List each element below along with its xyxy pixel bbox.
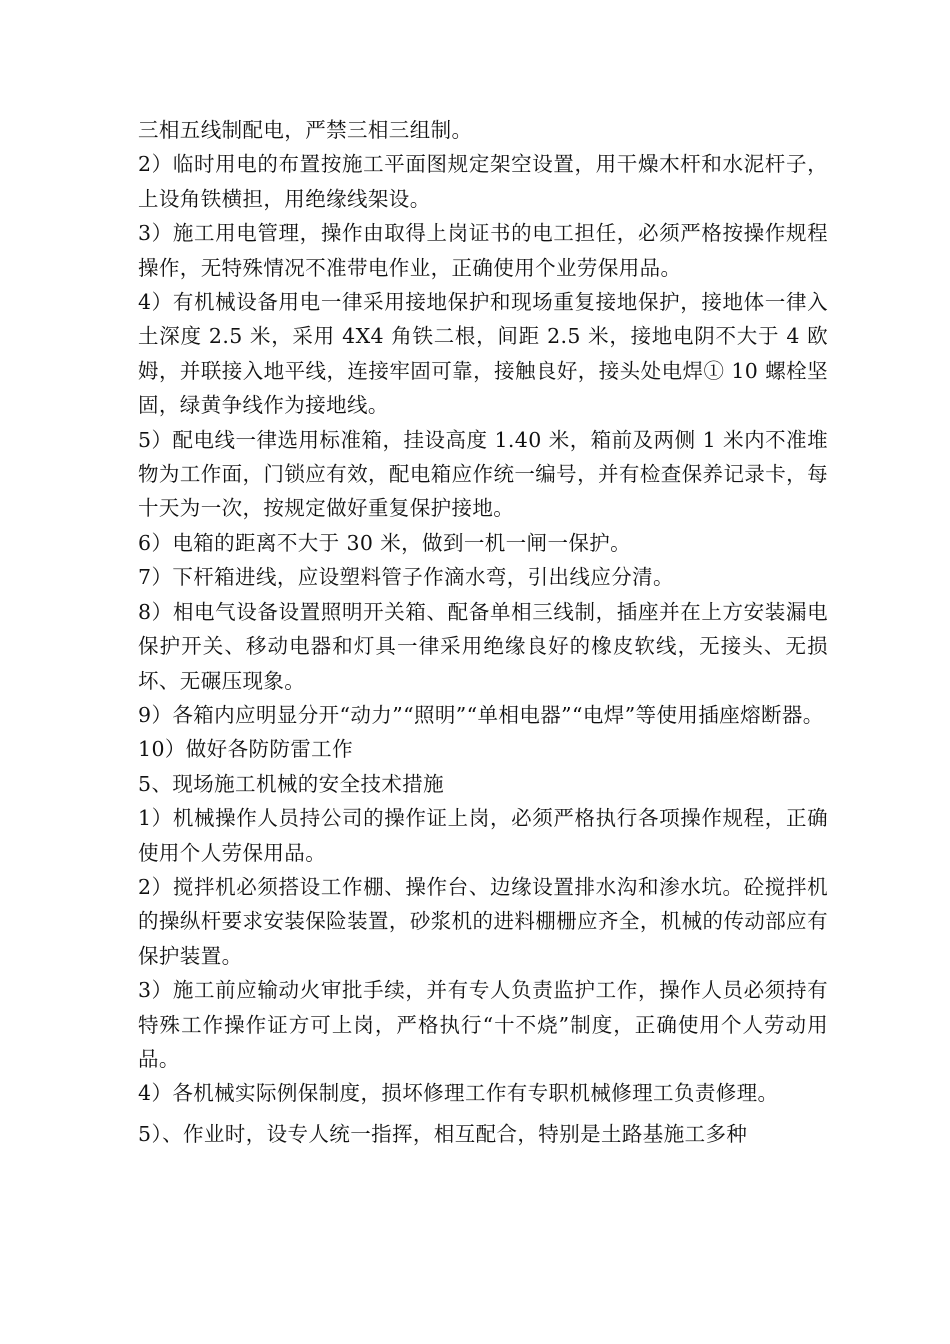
paragraph-item-9-box-separation: 9）各箱内应明显分开“动力”“照明”“单相电器”“电焊”等使用插座熔断器。: [138, 702, 824, 727]
paragraph-item-8-lighting-switch: 8）相电气设备设置照明开关箱、配备单相三线制，插座并在上方安装漏电保护开关、移动电器和灯具一律采用绝缘良好的橡皮软线，无接头、无损坏、无碾压现象。: [138, 599, 828, 693]
paragraph-machinery-item-4: 4）各机械实际例保制度，损坏修理工作有专职机械修理工负责修理。: [138, 1081, 779, 1106]
paragraph-machinery-item-1: 1）机械操作人员持公司的操作证上岗，必须严格执行各项操作规程，正确使用个人劳保用品。: [138, 806, 828, 865]
paragraph-item-6-box-distance: 6）电箱的距离不大于 30 米，做到一机一闸一保护。: [138, 530, 632, 555]
paragraph-item-3-power-management: 3）施工用电管理，操作由取得上岗证书的电工担任，必须严格按操作规程操作，无特殊情况不准带电作业，正确使用个业劳保用品。: [138, 221, 828, 280]
paragraph-machinery-item-3: 3）施工前应输动火审批手续，并有专人负责监护工作，操作人员必须持有特殊工作操作证方可上岗，严格执行“十不烧”制度，正确使用个人劳动用品。: [138, 978, 828, 1071]
paragraph-item-7-incoming-line: 7）下杆箱进线，应设塑料管子作滴水弯，引出线应分清。: [138, 565, 674, 590]
paragraph-item-5-distribution-box: 5）配电线一律选用标准箱，挂设高度 1.40 米，箱前及两侧 1 米内不准堆物为工作面，门锁应有效，配电箱应作统一编号，并有检查保养记录卡，每十天为一次，按规定做好重复保护接地。: [138, 427, 828, 521]
document-body: [138, 113, 828, 1151]
paragraph-machinery-item-2: 2）搅拌机必须搭设工作棚、操作台、边缘设置排水沟和渗水坑。砼搅拌机的操纵杆要求安装保险装置，砂浆机的进料棚栅应齐全，机械的传动部应有保护装置。: [138, 874, 828, 968]
paragraph-item-2-wiring-layout: 2）临时用电的布置按施工平面图规定架空设置，用干燥木杆和水泥杆子，上设角铁横担，用绝缘线架设。: [138, 152, 828, 211]
section-heading-machinery-safety: 5、现场施工机械的安全技术措施: [138, 771, 445, 796]
paragraph-machinery-item-5: 5）、作业时，设专人统一指挥，相互配合，特别是土路基施工多种: [138, 1121, 748, 1146]
paragraph-item-10-lightning: 10）做好各防防雷工作: [138, 737, 353, 762]
paragraph-line-three-phase: 三相五线制配电，严禁三相三组制。: [138, 118, 473, 142]
paragraph-item-4-grounding: 4）有机械设备用电一律采用接地保护和现场重复接地保护，接地体一律入土深度 2.5 米，采用 4X4 角铁二根，间距 2.5 米，接地电阴不大于 4 欧姆，并联接入地平线，连接牢固可靠，接触良好，接头处电焊① 10 螺栓坚固，绿黄争线作为接地线。: [138, 290, 828, 418]
